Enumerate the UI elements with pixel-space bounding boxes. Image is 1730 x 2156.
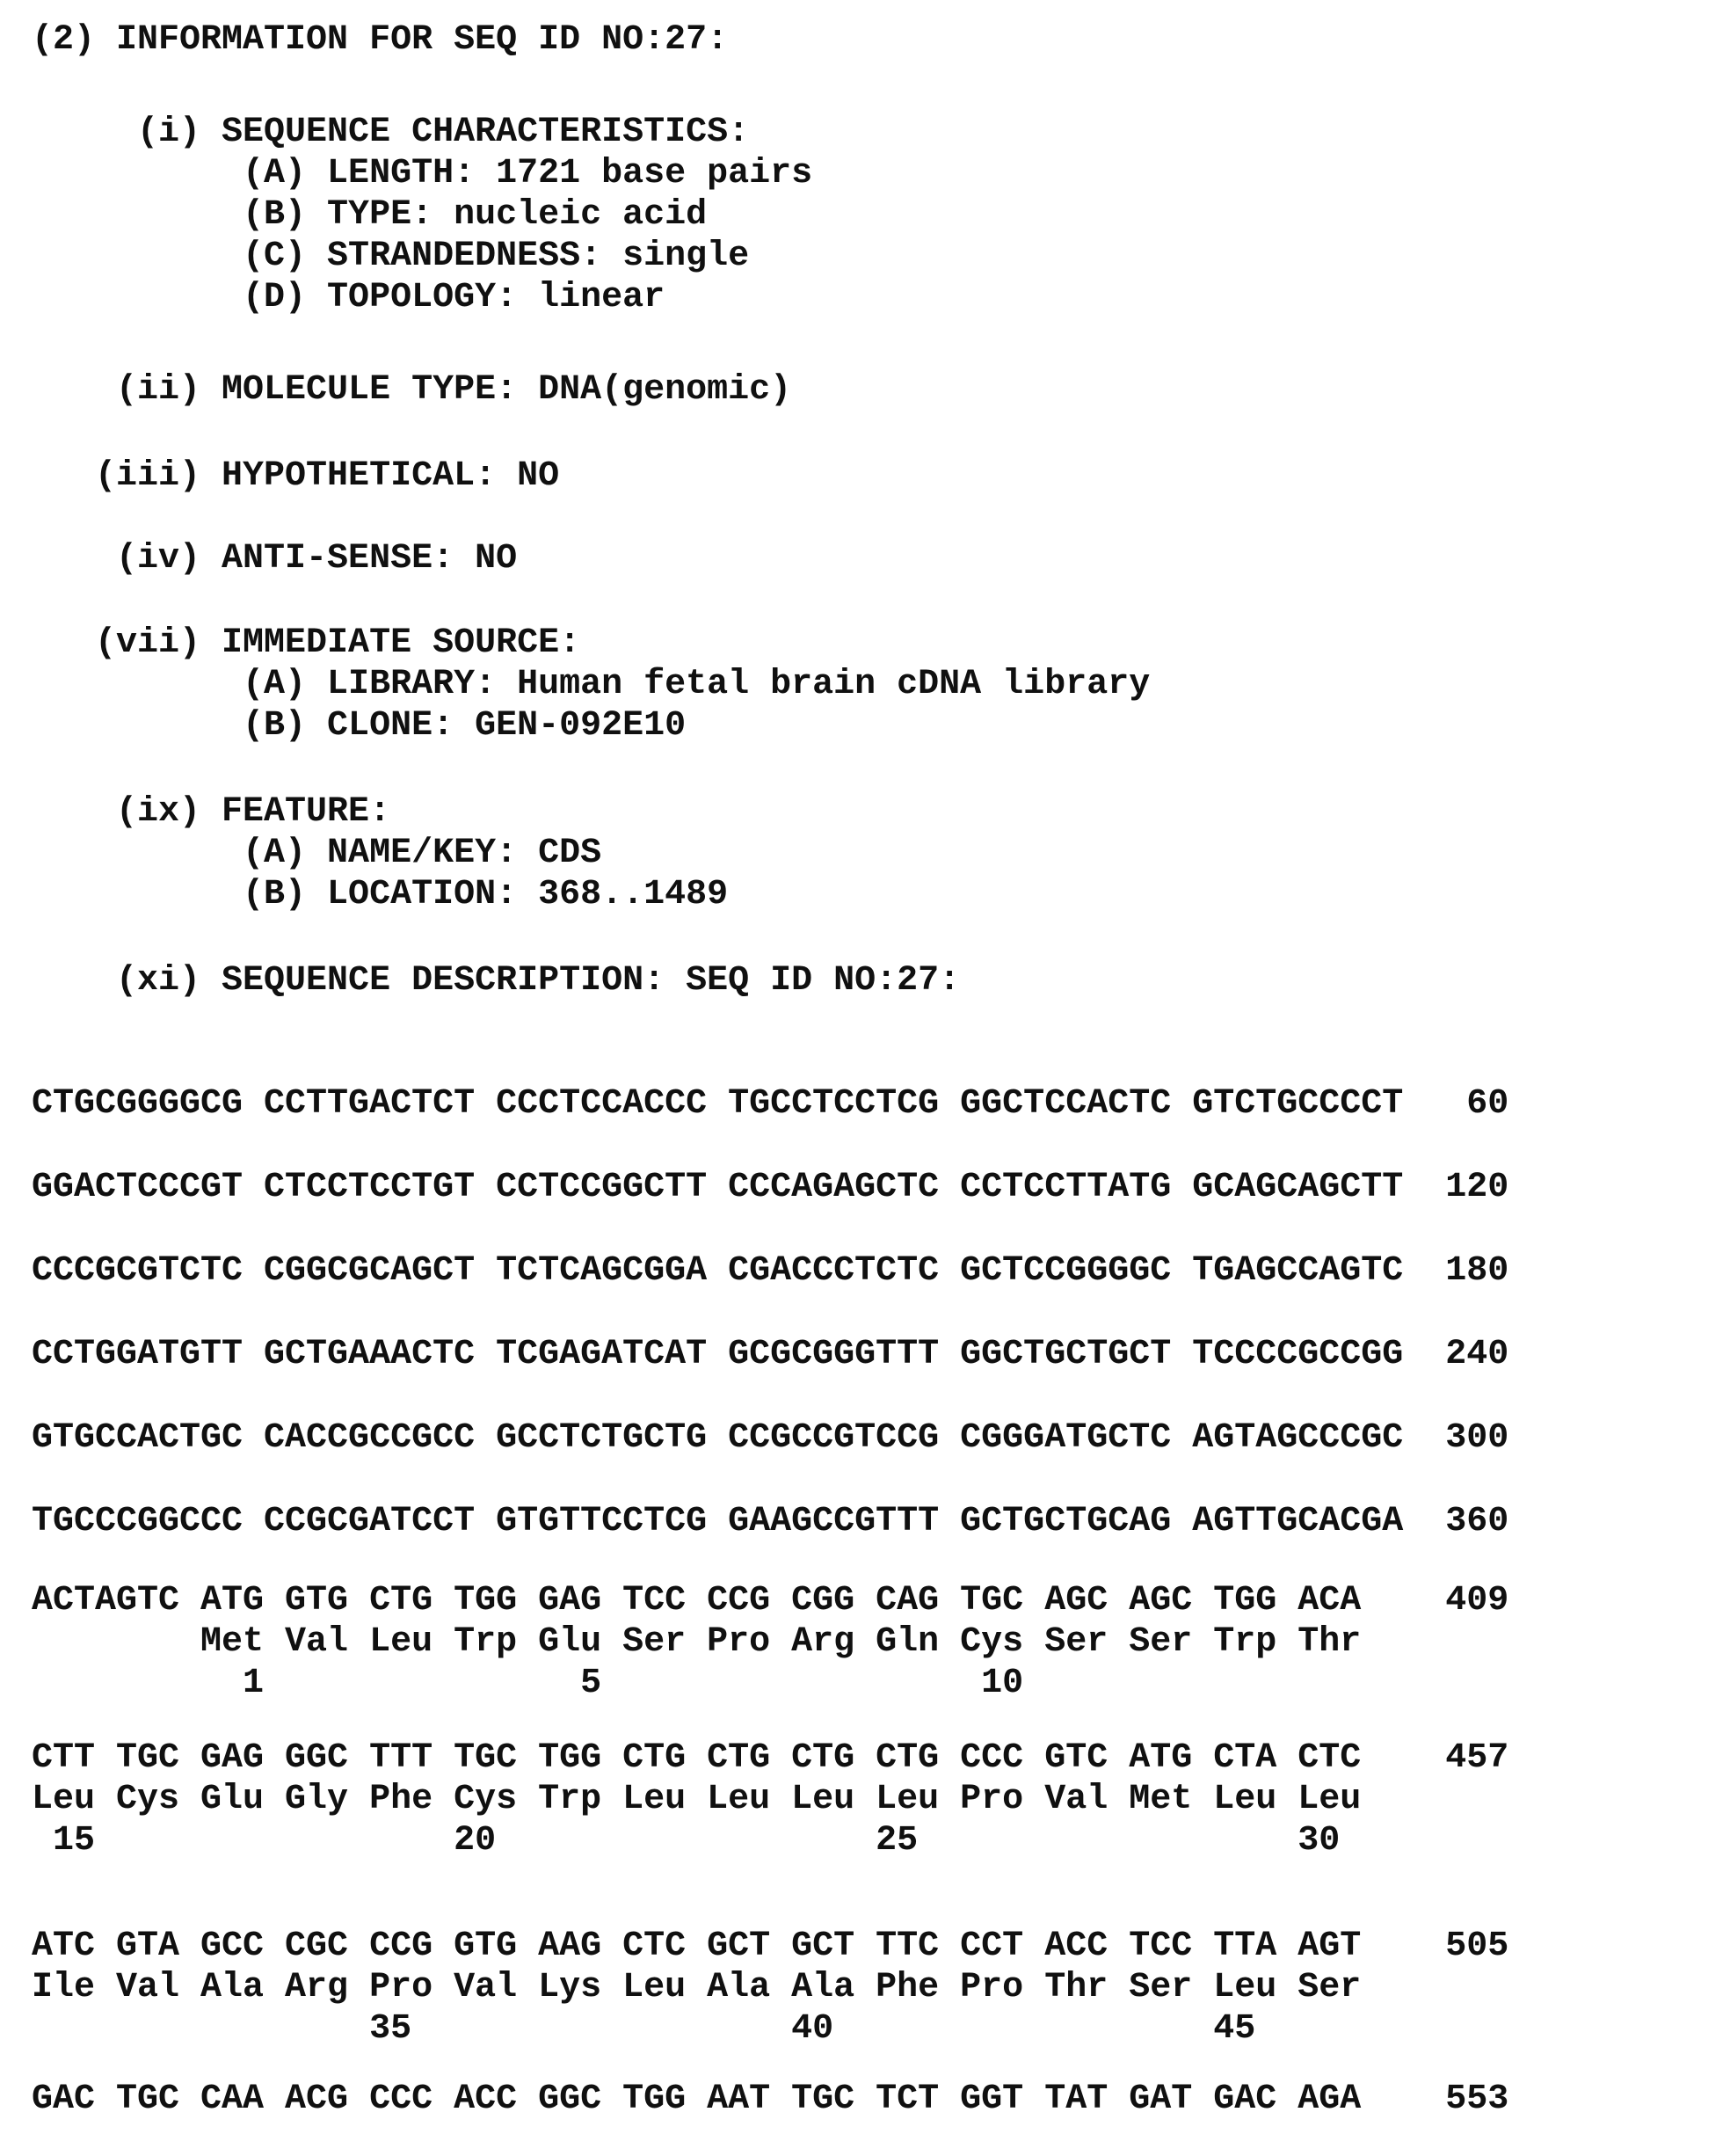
strandedness-line: (C) STRANDEDNESS: single [32,237,750,276]
residue-number-line-457: 15 20 25 30 [32,1821,1341,1861]
nt-sequence-line-180: CCCGCGTCTC CGGCGCAGCT TCTCAGCGGA CGACCCTCTC GCTCCGGGGC TGAGCCAGTC 180 [32,1251,1509,1291]
codon-line-409: ACTAGTC ATG GTG CTG TGG GAG TCC CCG CGG CAG TGC AGC AGC TGG ACA 409 [32,1581,1509,1621]
nt-sequence-line-300: GTGCCACTGC CACCGCCGCC GCCTCTGCTG CCGCCGTCCG CGGGATGCTC AGTAGCCCGC 300 [32,1418,1509,1458]
feature-heading: (ix) FEATURE: [32,792,391,832]
nt-sequence-line-240: CCTGGATGTT GCTGAAACTC TCGAGATCAT GCGCGGGTTT GGCTGCTGCT TCCCCGCCGG 240 [32,1335,1509,1374]
location-line: (B) LOCATION: 368..1489 [32,875,729,914]
cds-block-457 [32,1737,1730,1861]
cds-block-505 [32,1926,1730,2050]
amino-acid-line-505: Ile Val Ala Arg Pro Val Lys Leu Ala Ala Phe Pro Thr Ser Leu Ser [32,1968,1362,2007]
nt-sequence-line-360: TGCCCGGCCC CCGCGATCCT GTGTTCCTCG GAAGCCGTTT GCTGCTGCAG AGTTGCACGA 360 [32,1502,1509,1541]
type-line: (B) TYPE: nucleic acid [32,195,708,235]
immediate-source-heading: (vii) IMMEDIATE SOURCE: [32,623,581,663]
amino-acid-line-457: Leu Cys Glu Gly Phe Cys Trp Leu Leu Leu Leu Pro Val Met Leu Leu [32,1780,1362,1819]
library-line: (A) LIBRARY: Human fetal brain cDNA library [32,665,1151,704]
residue-number-line-505: 35 40 45 [32,2009,1256,2049]
molecule-type-line: (ii) MOLECULE TYPE: DNA(genomic) [32,370,792,410]
info-header: (2) INFORMATION FOR SEQ ID NO:27: [32,20,729,60]
clone-line: (B) CLONE: GEN-092E10 [32,706,687,746]
sequence-description-line: (xi) SEQUENCE DESCRIPTION: SEQ ID NO:27: [32,961,961,1001]
residue-number-line-409: 1 5 10 [32,1664,1024,1703]
anti-sense-line: (iv) ANTI-SENSE: NO [32,539,518,579]
sequence-characteristics-heading: (i) SEQUENCE CHARACTERISTICS: [32,113,750,152]
cds-block-409 [32,1580,1730,1704]
codon-line-505: ATC GTA GCC CGC CCG GTG AAG CTC GCT GCT TTC CCT ACC TCC TTA AGT 505 [32,1927,1509,1966]
nt-sequence-line-120: GGACTCCCGT CTCCTCCTGT CCTCCGGCTT CCCAGAGCTC CCTCCTTATG GCAGCAGCTT 120 [32,1168,1509,1207]
topology-line: (D) TOPOLOGY: linear [32,278,665,317]
codon-line-457: CTT TGC GAG GGC TTT TGC TGG CTG CTG CTG CTG CCC GTC ATG CTA CTC 457 [32,1738,1509,1778]
name-key-line: (A) NAME/KEY: CDS [32,834,602,873]
nt-sequence-line-60: CTGCGGGGCG CCTTGACTCT CCCTCCACCC TGCCTCCTCG GGCTCCACTC GTCTGCCCCT 60 [32,1084,1509,1124]
amino-acid-line-409: Met Val Leu Trp Glu Ser Pro Arg Gln Cys Ser Ser Trp Thr [32,1622,1362,1662]
nt-sequence-line-553: GAC TGC CAA ACG CCC ACC GGC TGG AAT TGC TCT GGT TAT GAT GAC AGA 553 [32,2080,1509,2119]
length-line: (A) LENGTH: 1721 base pairs [32,154,813,193]
hypothetical-line: (iii) HYPOTHETICAL: NO [32,456,560,496]
